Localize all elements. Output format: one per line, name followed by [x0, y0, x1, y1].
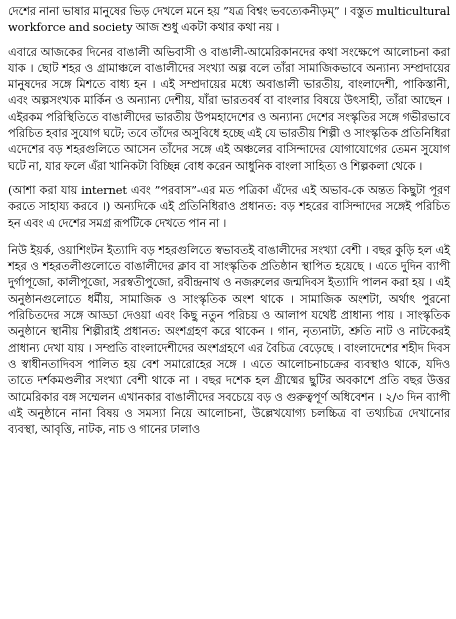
- paragraph-gap: [8, 36, 450, 44]
- paragraph-big-cities: নিউ ইয়র্ক, ওয়াশিংটন ইত্যাদি বড় শহরগুলিতে স্বভাবতই বাঙালীদের সংখ্যা বেশী । বছর কুড়ি হল এই শহর ও শহরতলীগুলোতে বাঙালীদের ক্লাব বা সাংস্কৃতিক প্রতিষ্ঠান স্থাপিত হয়েছে । এতে দুদিন ব্যাপী দুর্গাপূজো, কালীপূজো, সরস্বতীপুজো, রবীন্দ্রনাথ ও নজরুলের জন্মদিবস ইত্যাদি পালন করা হয় । এই অনুষ্ঠানগুলোতে ধর্মীয়, সামাজিক ও সাংস্কৃতিক অংশ থাকে । সামাজিক অংশটা, অর্থাৎ পুরনো পরিচিতদের সঙ্গে আড্ডা দেওয়া এবং কিছু নতুন পরিচয় ও আলাপ যথেষ্ট প্রাধান্য পায় । সাংস্কৃতিক অনুষ্ঠানে স্থানীয় শিল্পীরাই প্রধানত: অংশগ্রহণ করে থাকেন । গান, নৃত্যনাট্য, শ্রুতি নাট ও নাটকেরই প্রাধান্য দেখা যায় । সম্প্রতি বাংলাদেশীদের অংশগ্রহণে এর বৈচিত্র বেড়েছে । বাংলাদেশের শহীদ দিবস ও স্বাধীনতাদিবস পালিত হয় বেশ সমারোহের সঙ্গে । এতে আলোচনাচক্রের ব্যবস্থাও থাকে, যদিও তাতে দর্শকমণ্ডলীর সংখ্যা বেশী থাকে না । বছর দশেক হল গ্রীষ্মের ছুটির অবকাশে প্রতি বছর উত্তর আমেরিকার বঙ্গ সম্মেলন এখানকার বাঙালীদের সবচেয়ে বড় ও গুরুত্বপূর্ণ অধিবেশন । ২/৩ দিন ব্যাপী এই অনুষ্ঠানে নানা বিষয় ও সমস্যা নিয়ে আলোচনা, উল্লেখযোগ্য চলচ্চিত্র বা তথ্যচিত্র দেখানোর ব্যবস্থা, আবৃত্তি, নাটক, নাচ ও গানের ঢালাও: [8, 242, 450, 437]
- paragraph-gap: [8, 231, 450, 242]
- paragraph-gap: [8, 174, 450, 182]
- paragraph-bengali-immigrants: এবারে আজকের দিনের বাঙালী অভিবাসী ও বাঙালী-আমেরিকানদের কথা সংক্ষেপে আলোচনা করা যাক । ছোট শহর ও গ্রামাঞ্চলে বাঙালীদের সংখ্যা অল্প বলে তাঁরা সামাজিকভাবে অন্যান্য সম্প্রদায়ের মানুষদের সঙ্গে মিশতে বাধ্য হন । এই সম্প্রদায়ের মধ্যে অবাঙালী ভারতীয়, বাংলাদেশী, পাকিস্তানী, এবং অল্পসংখ্যক মার্কিন ও অন্যান্য দেশীয়, যাঁরা ভারতবর্ষ বা বাংলার বিষয়ে উৎসাহী, তাঁরা আছেন । এইরকম পরিস্থিতিতে বাঙালীদের ভারতীয় উপমহাদেশের ও অন্যান্য দেশের সংস্কৃতির সঙ্গে গভীরভাবে পরিচিত হবার সুযোগ ঘটে; তবে তাঁদের অসুবিধে হচ্ছে এই যে ভারতীয় শিল্পী ও সাংস্কৃতিক প্রতিনিধিরা এদেশের বড় শহরগুলিতে আসেন তাঁদের সঙ্গে এই অঞ্চলের বাসিন্দাদের যোগাযোগের তেমন সুযোগ ঘটে না, যার ফলে এঁরা খানিকটা বিচ্ছিন্ন বোধ করেন আধুনিক বাংলা সাহিত্য ও শিল্পকলা থেকে ।: [8, 44, 450, 173]
- paragraph-multicultural: দেশের নানা ভাষার মানুষের ভিড় দেখলে মনে হয় ”যত্র বিশ্বং ভবত্যেকনীড়ম্” । বস্তুত multicultural workforce and society আজ শুধু একটা কথার কথা নয় ।: [8, 4, 450, 35]
- paragraph-internet-parabaas: (আশা করা যায় internet এবং ”পরবাস”-এর মত পত্রিকা এঁদের এই অভাব-কে অন্তত কিছুটা পূরণ করতে সাহায্য করবে ।) অন্যদিকে এই প্রতিনিধিরাও প্রধানত: বড় শহরের বাসিন্দাদের সঙ্গেই পরিচিত হন এবং এ দেশের সমগ্র রূপটিকে দেখতে পান না ।: [8, 182, 450, 230]
